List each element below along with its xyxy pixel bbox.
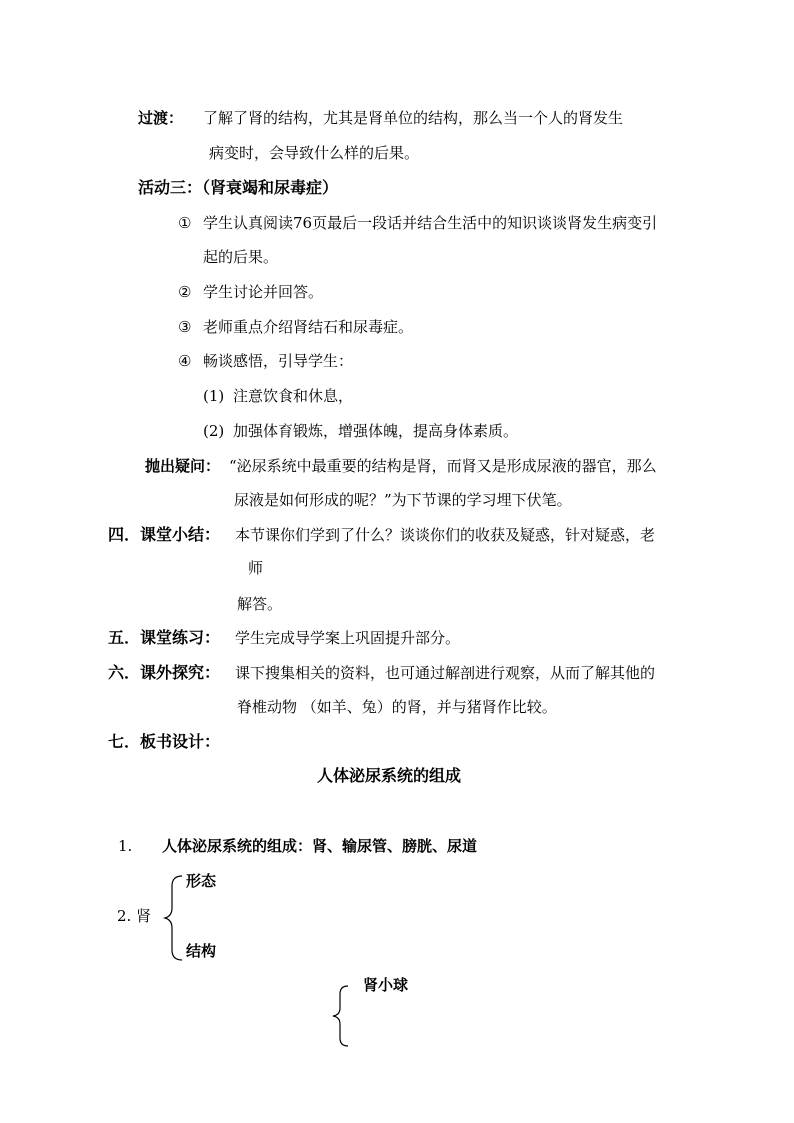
board-item1-number: 1. <box>118 837 133 855</box>
board-branch-structure: 结构 <box>186 942 217 960</box>
board-item2-label: 2. 肾 <box>117 907 152 925</box>
board-title: 人体泌尿系统的组成 <box>317 766 462 785</box>
section4-line3: 解答。 <box>237 595 283 613</box>
activity3-subitem2-text: 加强体育锻炼，增强体魄，提高身体素质。 <box>233 422 519 440</box>
question-label: 抛出疑问： <box>145 457 221 475</box>
activity3-item1-marker: ① <box>178 214 192 232</box>
activity3-heading: 活动三：（肾衰竭和尿毒症） <box>138 178 339 197</box>
activity3-subitem1-marker: (1) <box>203 387 225 405</box>
activity3-item1-line1: 学生认真阅读76页最后一段话并结合生活中的知识谈谈肾发生病变引 <box>203 214 658 232</box>
activity3-item2-marker: ② <box>178 283 192 301</box>
section5-text: 学生完成导学案上巩固提升部分。 <box>235 629 461 647</box>
activity3-subitem2-marker: (2) <box>203 422 225 440</box>
activity3-item3-marker: ③ <box>178 318 192 336</box>
section6-line2: 脊椎动物 （如羊、兔）的肾，并与猪肾作比较。 <box>237 698 557 716</box>
transition-label: 过渡： <box>138 109 184 127</box>
activity3-item2-text: 学生讨论并回答。 <box>203 283 324 301</box>
transition-line1: 了解了肾的结构，尤其是肾单位的结构，那么当一个人的肾发生 <box>203 109 624 127</box>
board-item1-text: 人体泌尿系统的组成：肾、输尿管、膀胱、尿道 <box>162 837 478 855</box>
activity3-item4-text: 畅谈感悟，引导学生： <box>203 352 354 370</box>
activity3-item4-marker: ④ <box>178 352 192 370</box>
section4-label: 四．课堂小结： <box>108 525 221 544</box>
activity3-item3-text: 老师重点介绍肾结石和尿毒症。 <box>203 318 414 336</box>
board-sub-branch-glomerulus: 肾小球 <box>363 976 409 994</box>
section6-line1: 课下搜集相关的资料，也可通过解剖进行观察，从而了解其他的 <box>235 664 656 682</box>
activity3-subitem1-text: 注意饮食和休息， <box>233 387 354 405</box>
question-line2: 尿液是如何形成的呢？”为下节课的学习埋下伏笔。 <box>234 491 572 509</box>
section4-line2: 师 <box>248 559 264 577</box>
question-line1: “泌尿系统中最重要的结构是肾，而肾又是形成尿液的器官，那么 <box>229 457 657 475</box>
structure-brace <box>330 984 352 1048</box>
section6-label: 六．课外探究： <box>108 663 221 682</box>
board-branch-shape: 形态 <box>186 872 217 890</box>
activity3-item1-line2: 起的后果。 <box>203 248 279 266</box>
section7-label: 七．板书设计： <box>108 732 221 751</box>
section5-label: 五．课堂练习： <box>108 628 221 647</box>
kidney-brace <box>162 874 186 962</box>
transition-line2: 病变时，会导致什么样的后果。 <box>209 144 420 162</box>
section4-line1: 本节课你们学到了什么？谈谈你们的收获及疑惑，针对疑惑，老 <box>235 526 656 544</box>
